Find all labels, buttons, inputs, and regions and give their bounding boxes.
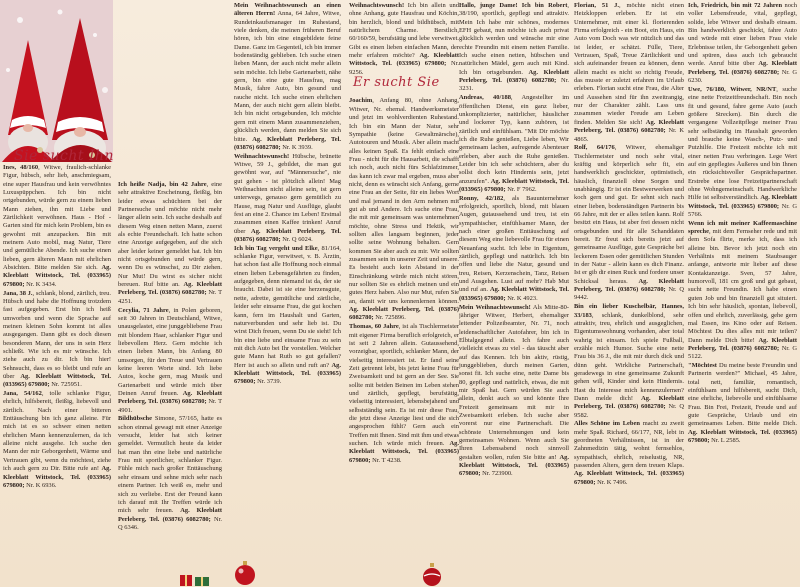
ad-2-3: Bildhübsche Simone, 57/165, hatte es schon einmal gewagt mit einer Anzeige versucht, leider hat sich keiner gemeldet. Vermutlich heute da leider hat man ihn eine liebe und natürliche Frau mit sportlicher, schlanker Figur. Fühle mich nach großer Enttäuschung sehr einsam und sehne mich sehr nach einem Partner. Ich weiß es, mehr und sich zu verliebe. Erst der Freund kann ich darauf mit Ihr Treffen würde ich mich sehr freuen. Ag. Kleeblatt Perleberg, Tel. (03876) 6082780; Nr. Q 6346. (118, 415, 222, 531)
column-5 (459, 2, 569, 587)
ad-7-3: Wenn ich mit meiner Kaffeemaschine spreche, mit dem Fernseher rede und mit dem Sofa flirte, merke ich, dass ich alleine bin. Bevor ich jetzt noch ein Verhältnis mit meinem Staubsauger anfange, antworte mir lieber auf diese Kontaktanzeige. Sven, 57 Jahre, humorvoll, 181 cm groß und gut gebaut, sucht nette Freundin. Ich habe einen guten Job und bin finanziell gut situiert. Ich bin sehr häuslich, spontan, liebevoll, offen und ehrlich, zuverlässig, gehe gern mal Essen, ins Kino oder auf Reisen. Möchtest Du dies alles mit mir teilen? Dann melde Dich bitte! Ag. Kleeblatt Perleberg, Tel. (03876) 6082780; Nr. G 5122. (688, 219, 797, 361)
christmas-bauble-icon (420, 563, 444, 587)
ad-4-1: Weihnachtswunsch! Ich bin allein und ohne Anhang, gute Hausfrau und Köchin, bin herzlich, blond und bildhübsch, mit natürlichem Charme. Berstlich, 60/160/59, berufstätig und lebe verwitwet. Gibt es einen lieben einfachen Mann, der mehr erfahren möchte? Ag. Kleeblatt Wittstock, Tel. (033965) 679800; Nr. 9256. (349, 2, 459, 76)
column-1 (3, 164, 111, 491)
ad-6-1: Florian, 51 J., möchte nicht einen Heizkloppen erleben. Er ist ein Unternehmer, mit einer kl. florierenden Firma erfolgreich - ein Boot, ein Haus, ein Auto vom Doch was wir nützlich und das ist leider, er schätzt. Fülle, Tiere, Vertrauen, Spaß, Treue Zärtlichkeit und sich aufeinander freuen zu können, denn allein macht es nicht so richtig Freude, das musste er zuletzt erfahren im Urlaub erleben. Florian sucht eine Frau, die Alter und Aussehen sind für ihn zweitrangig, nur der Charakter zählt. Lass uns zusammen wieder Freude am Leben finden. Melden Sie sich! Ag. Kleeblatt Perleberg, Tel. (03876) 6082780; Nr. K 4865. (574, 2, 684, 143)
gnome-illustration (0, 0, 113, 162)
column-6 (574, 2, 684, 587)
column-7 (688, 2, 797, 587)
christmas-ornament-icon (232, 560, 258, 586)
headline-er-sucht-sie: Er sucht Sie (353, 75, 440, 91)
ad-7-1: Ich, Friedrich, bin mit 72 Jahren noch voller Lebensfreude, vital, gepflegt, solide, lebe Witwer und deshalb einsam. Bin handwerklich geschickt, fahre Auto und würde mit einer lieben Frau viele Erlebnisse teilen, ihr Geborgenheit geben und spüren, dass auch ich gebraucht werde. Anruf bitte über Ag. Kleeblatt Perleberg, Tel. (03876) 6082780; Nr. G 6230. (688, 2, 797, 85)
ad-6-4: Alles Schöne im Leben macht zu zweit mehr Spaß. Richard, 66/177, NR, lebt in geordneten Verhältnissen, ist in der Zahnmedizin tätig, wohnt fernsehlos, sympathisch, ehrlich, reiselustig, NR, passenden Alters, gern dem treuen Klaps. Ag. Kleeblatt Wittstock, Tel. (033965) 679800; Nr. K 7496. (574, 420, 684, 486)
ad-7-4: "Möchtest Du meine beste Freundin und Partnerin werden?" Michael, 45 Jahre, total nett, familiär, romantisch, einfühlsam und hilfsbereit, sucht Dich, eine ehrliche, liebevolle und einfühlsame Frau. Bin Frei, Freizeit, Freude und auf gute Gespräche, Urlaub und ein gemeinsames Leben. Bitte melde Dich. Ag. Kleeblatt Wittstock, Tel. (033965) 679800; Nr. L 2585. (688, 361, 797, 445)
column-4 (349, 2, 459, 587)
ad-2-1: Ich heiße Nadja, bin 42 Jahre, eine sehr attraktive Erscheinung, fleißig, bin leider etwas schüchtern bei der Partnersuche und möchte nicht mehr länger allein sein. Ich suche deshalb auf diesem Weg einen netten Mann, zuerst als echte Freundschaft. Ich hatte schon eine Anzeige aufgegeben, auf die sich aber leider keiner gemeldet hat. Ich bin nicht ortsgebunden und würde gern, wenn Du es wünschst, zu Dir ziehen. Nur Mut! Du wirst es sicher nicht bereuen. Ruf bitte an. Ag. Kleeblatt Perleberg, Tel. (03876) 6082780; Nr. T 4251. (118, 181, 222, 305)
ad-6-2: Rolf, 64/176, Witwer, ehemaliger Tischlermeister und noch sehr vital, kräftig und körperlich sehr fit, ein handwerklich geschickter, optimistisch, häuslich, finanziell ohne Sorgen und unabhängig. Er ist ein Bestwerwerken und koch gern und gut. Er sehnt sich nach einer lieben, bodenständigen Partnerin bis 66 Jahre, mit der er alles teilen kann. Rolf besitzt ein Haus, ist aber frei dessen nicht ortsgebunden und für alle Schanddaten bereit. Er freut sich bereits jetzt auf gemeinsame Ausflüge, gute Gespräche bei leckerem Essen oder gemütlichen Stunden in der Natur - allein kann es dich Finanz. Ist er gib dir einen Ruck und fordere unser Schicksal heraus. Ag. Kleeblatt Perleberg, Tel. (03876) 6082780; Nr. Q 9442. (574, 144, 684, 302)
ad-3-2: Weihnachtswunsch! Hübsche, brünette Witwe, 59 J., gebildet, die man gut gewöhnt war, auf "Männersuche", nie gut gehen - ist plötzlich allein! Mag Weihnachten nicht alleine sein, ist gern unterwegs, genauso gern gemütlich zu Hause, mag Natur und Ausflüge, glaubt fest an eine 2. Chance im Leben! Erstmal zusammen einen Kaffee trinken! Anruf über Ag. Kleeblatt Perleberg, Tel. (03876) 6082780; Nr. Q 6024. (234, 152, 341, 244)
ad-1-3: Jana, 54/162, tolle schlanke Figur, ehrlich, hilfsbereit, fleißig, liebevoll und zärtlich. Nach einer bitteren Enttäuschung bin ich ganz alleine. Für mich ist es so schwer einen netten ehrlichen Mann kennenzulernen, da ich alleine nicht ausgehe. Ich suche den Mann der mir Geborgenheit, Wärme und Vertrauen gibt, wenn du möchtest, ziehe ich auch gern zu Dir. Bitte rufe an! Ag. Kleeblatt Wittstock, Tel. (033965) 679800; Nr. K 6936. (3, 390, 111, 489)
ad-4-2: Joachim, Anfang 80, ohne Anhang, Witwer, Nr. ehemal. Handwerksmeister und jetzt im wohlverdienten Ruhestand. Ich bin ein Mann der Natur, sehr Sympathie (keine Gewaltmärsche), Autotouren und Musik. Aber allein macht alles keinen Spaß. Es fehlt einfach eine Frau - nicht für die Hausarbeit, die schafft ich noch, auch nicht fürs Schlafzimmer, das kann ich zwar mal ergeben, muss aber nicht, denn es wünscht sich Anfang, gerne eine Frau an der Seite, für ein liebes Wort und mal jemand in den Arm nehmen mit gut ab und Andere. Ich suche eine Frau, die mit mir gemeinsam was unternehmen möchte, ohne Stress und Hektik, wir sollten alles langsam beginnen, jeder sollte seine Wohnung behalten. Gern kommen Sie aber auch zu mir. Wir sollten zusammen sein in unserer Zeit und unsere. Es besteht auch kein Abstand in der Einschränkung würde mich nicht stören, nur sollten Sie es ehrlich meinen und ein gutes Herz haben. Also nur Mut, rufen Sie an, damit wir uns kennenlernen können. Ag. Kleeblatt Perleberg, Tel. (03876) 6082780; Nr. 725896. (349, 97, 459, 322)
ad-5-1: Hallo, junge Dame! Ich bin Robert, 38/190, sportlich, gepflegt und attraktiv. Mein Ich habe mir schönes, modernes EFH gebaut, nun möchte ich auch privat glücklich werden und wünsche mir eine echte Freundin mit einem netten Familie. Ich suche einen netten, hübschen und natürlichen Mädel, gern auch mit Kind. Ich bin ortsgebunden. Ag. Kleeblatt Perleberg, Tel. (03876) 6082780; Nr. 3231. (459, 2, 569, 93)
ad-7-2: Uwe, 76/180, Witwer, NR/NT, suche eine nette Freizeitfreundschaft. Bin noch fit und gesund, fahre gerne Auto (auch größere Strecken). Bin durch die vergangene Vollzeitpflege meiner Frau sehr selbständig im Haushalt geworden und brauche keine Wasch-, Putz- und Putzhilfe. Die Freizeit möchte ich mit einer netten Frau verbringen. Lege Wert auf ein gepflegtes Äußeres und bin Ihnen ein rücksichtsvoller Gesprächspartner. Erstrebe eine lose Freizeitpartnerschaft ohne Wohngemeinschaft. Handwerkliche Hilfe ist selbstverständlich. Ag. Kleeblatt Wittstock, Tel. (033965) 679800; Nr. G 5766. (688, 85, 797, 218)
ad-1-1: Ines, 48/160, Witwe, fraulich-schlanke Figur, hübsch, sehr lieb, anschmiegsam, eine super Hausfrau und kein verwöhntes Luxuspüppchen. Ich bin nicht ortgebunden, würde gern zu einem lieben Mann ziehen, ihn mit Liebe und Zärtlichkeit verwöhnen. Haus - Hof - Garten sind für mich kein Problem, bin es gewohnt mit anzupacken. Bin mit meinem Auto mobil, mag Natur, Tiere und gemütliche Abende. Ich suche einen lieben, gern älteren Mann mit ehrlichen Absichten. Bitte melden Sie sich. Ag. Kleeblatt Wittstock, Tel. (033965) 679800; Nr. K 3434. (3, 164, 111, 288)
christmas-presents-icon (180, 572, 210, 586)
ad-5-2: Andreas, 40/188, Angestellter im öffentlichen Dienst, ein ganz lieber, unkomplizierter, natürlicher, häuslicher und lockerer Typ, kann zuhören, ist zärtlich und einfühlsam. "Mit Dir möchte ich die Ruhe genießen, Liebe leben, Wir gemeinsam lachen, aufregende Abenteuer erleben, aber auch die Ruhe genießen. Leider bin ich sehr schüchtern, aber du sollst doch kein Hindernis sein, jetzt anzurufen". Ag. Kleeblatt Wittstock, Tel. (033965) 679800; Nr. F 7962. (459, 94, 569, 193)
ad-5-3: Ronny, 42/182, als Bauunternehmer erfolgreich, sportlich, blond, mit blauen Augen, gutaussehend und treu, ist ein sympathischer, einfühlsamer Mann, der nach einer großen Enttäuschung auf diesem Weg eine liebevolle Frau für einen Neuanfang sucht. Ich lebe in Eigentum, zärtlich, gepflegt und natürlich. Ich bin offen und liebe die Natur, gesund und treu, Reisen, Kerzenschein, Tanz, Reisen und Ausgehen. Lust auf mehr? Hab Mut und ruf an. Ag. Kleeblatt Wittstock, Tel. (033965) 679800; Nr. K 4923. (459, 194, 569, 302)
ad-3-1: Mein Weihnachtswunsch an einen älteren Herrn! Anna, 64 Jahre, Witwe, Rundeinkaufsmanager im Ruhestand, viele denken, die meinen früheren Beruf hören, ich bin eine eingebildete feine Dame. Ganz im Gegenteil, ich bin immer bodenständig geblieben. Ich suche einen lieben Mann, der auch nicht mehr allein sein möchte. Ich liebe Gartenarbeit, nähe gern, bin eine gute Hausfrau, mag Musik, fahre Auto, bin gesund und rauche nicht. Ich suche einen ehrlichen Mann, der auch nicht gern allein bleibt. Ich bin nicht ortsgebunden, Ich möchte gern mit einem Mann zusammenziehen, glücklich werden, dann melden Sie sich bitte. Ag. Kleeblatt Perleberg, Tel. (03876) 6082780; Nr. K 3939. (234, 2, 341, 151)
ad-5-4: Mein Weihnachtswunsch! Als Mitte-80-jähriger Witwer, Herbert, ehemaliger leitender Polizeibeamter, Nr. 71, noch leidenschaftlicher Autofahrer, bin ich in Elbtalgegend allein. Ich fahre auch vielleicht etwas zu viel - das täuscht aber auf das Kennen. Ich bin aktiv, rüstig, junggeblieben, durch meinen Garten, sonst fit. Ich suche eine, nette Dame bis 80, gepflegt und natürlich, etwas, die mit mir Spaß hat. Gern würden Sie auch allein, denkt auch so und könnte Ihre Freizeit gemeinsam mit mir in Zweisamkeit erleben. Ich suche aber vorerst nur eine Partnerschaft. Die schönste Unternehmungen und kein gemeinsames Wohnen. Wenn auch Sie Ihren Lebensabend noch sinnvoll gestalten wollen, rufen Sie bitte an! Ag. Kleeblatt Wittstock, Tel. (033965) 679800; Nr. 723900. (459, 303, 569, 478)
ad-4-3: Thomas, 60 Jahre, ist als Tischlermeister mit eigener Firma beruflich erfolgreich, er ist seit 2 Jahren allein. Gutaussehend, vorzeigbar, sportlich, schlanker Mann, der vielseitig interessiert ist. Er fand seine Zeit getrennt lebt, bis jetzt keine Frau für Zweisamkeit und ist gern an der See. Sie sollte mit beiden Beinen im Leben stehen und zärtlich, gepflegt, berufstätig, vielseitig interessiert, lebensbejahend und selbstständig sein. Es ist mir diese Frau, die jetzt diese Anzeige liest und die sich angesprochen fühlt? Gern auch ein Treffen mit Ihnen. Sind mit ihm und etwas suchen. Ich würde mich freuen. Ag. Kleeblatt Wittstock, Tel. (033965) 679800; Nr. T 4238. (349, 323, 459, 464)
ad-6-3: Bin ein lieber Kuschelbär, Hannes, 33/183, schlank, dunkelblond, sehr attraktiv, treu, ehrlich und ausgeglichen, Eigentumswohnung vorhanden, aber total wahrig ist einsam. Ich spiele Fußball, erzähle mich Humor. Suche eine nette Frau bis 36 J., die mit mir durch dick und dünn geht. Wirkliche Partnerschaft, geradewegs in eine gemeinsame Zukunft gehen will, Kinder sind kein Hindernis. Hast du Interesse mich kennenzulernen? Dann melde dich! Ag. Kleeblatt Perleberg, Tel. (03876) 6082780; Nr. Q 9582. (574, 303, 684, 419)
ad-2-2: Cecylia, 71 Jahre, in Polen geboren, seit 30 Jahren in Deutschland, Witwe, unausgelastet, eine junggebliebene Frau mit blondem Haar, schlanker Figur und liebevollem Herz. Gern möchte ich einen lieben Mann, bis Anfang 80 umsorgen, für den Treue und Vertrauen keine leeren Worte sind. Ich liebe Autos, koche gern, mag Musik und Gartenarbeit und würde mich über Deinen Anruf freuen. Ag. Kleeblatt Perleberg, Tel. (03876) 6082780; Nr. T 4901. (118, 306, 222, 414)
column-3 (234, 2, 341, 587)
christmas-gnome-image (0, 0, 113, 162)
ad-1-2: Jana, 38 J., schlank, blond, zärtlich, treu. Hübsch und habe die Hoffnung trotzdem fast aufgegeben. Erst bin ich heiß umworben und wenn die Sprache auf meinen kleinen Sohn kommt ist alles ausgegangen. Dann gibt es doch diesen besonderen Mann, der uns in sein Herz schließt. Wie ich es mir wünsche. Ich ziehe auch zu dir. Ich bin hier! Sehnsucht, dass es so bleibt und rufe an über Ag. Kleeblatt Wittstock, Tel. (033965) 679800; Nr. 725951. (3, 289, 111, 389)
headline-sie-sucht-ihn: Sie sucht Ihn (14, 148, 115, 164)
ad-3-3: Ich bin Tag vergeht und Elke, 81/164, schlanke Figur, verwitwet, v. B. Ärztin, hat schon fast alle Hoffnung noch einmal einen lieben Lebensgefährten zu finden, aufgegeben, denn niemand ist da, der sie braucht. Dabei ist sie eine herzensgute, nette, adrette, gemütliche und zärtliche, leider sehr einsame Frau, die gut kochen kann, fern im Haushalt und Garten, naturverbunden und sehr lieb ist. Du wirst Dich freuen, wenn Du sie sieht! Ich bin eine liebe und einsame Frau zu sein mit dich Auto bei Ihr vorstellen. Welcher gute Mann hat Ruth so gut gefallen? Herr ist auch so allein und ruft an? Ag. Kleeblatt Wittstock, Tel. (033965) 679800; Nr. 3739. (234, 244, 341, 386)
column-2 (118, 181, 222, 533)
